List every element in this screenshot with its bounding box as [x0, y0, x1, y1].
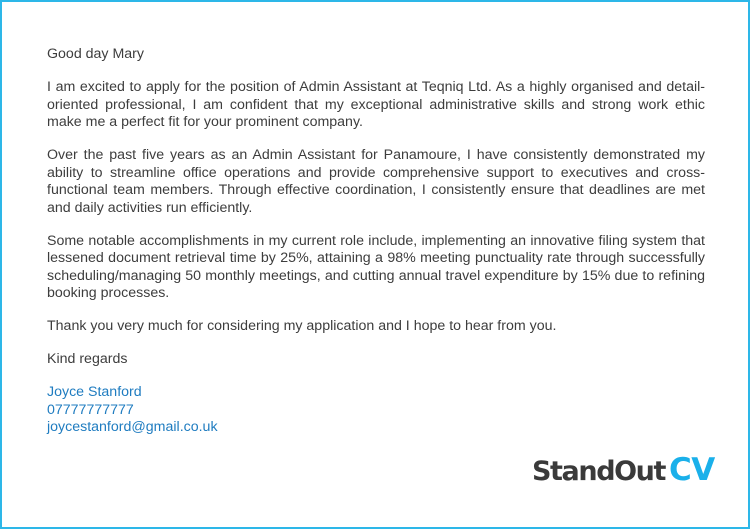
logo-main-text: StandOut [532, 456, 666, 487]
paragraph-thanks: Thank you very much for considering my application and I hope to hear from you. [47, 318, 557, 334]
signature-phone: 07777777777 [47, 401, 134, 418]
signature-name: Joyce Stanford [47, 384, 142, 400]
standout-cv-logo [532, 452, 715, 488]
logo-accent-text: CV [669, 452, 715, 488]
signature-email: joycestanford@gmail.co.uk [47, 419, 218, 435]
greeting: Good day Mary [47, 46, 144, 62]
letter-body [47, 46, 705, 437]
paragraph-intro: I am excited to apply for the position of Admin Assistant at Teqniq Ltd. As a highly organised and detail-oriented professional, I am confident that my exceptional administrative skills and strong work ethic make me a perfect fit for your prominent company. [47, 79, 705, 130]
paragraph-experience: Over the past five years as an Admin Assistant for Panamoure, I have consistently demonstrated my ability to streamline office operations and provide comprehensive support to executives and cross-functional team members. Through effective coordination, I consistently ensure that deadlines are met and daily activities run efficiently. [47, 147, 705, 216]
paragraph-accomplishments: Some notable accomplishments in my current role include, implementing an innovative filing system that lessened document retrieval time by 25%, attaining a 98% meeting punctuality rate through successfully scheduling/managing 50 monthly meetings, and cutting annual travel expenditure by 15% due to refining booking processes. [47, 232, 705, 301]
closing: Kind regards [47, 351, 128, 367]
signature-block [47, 384, 705, 437]
